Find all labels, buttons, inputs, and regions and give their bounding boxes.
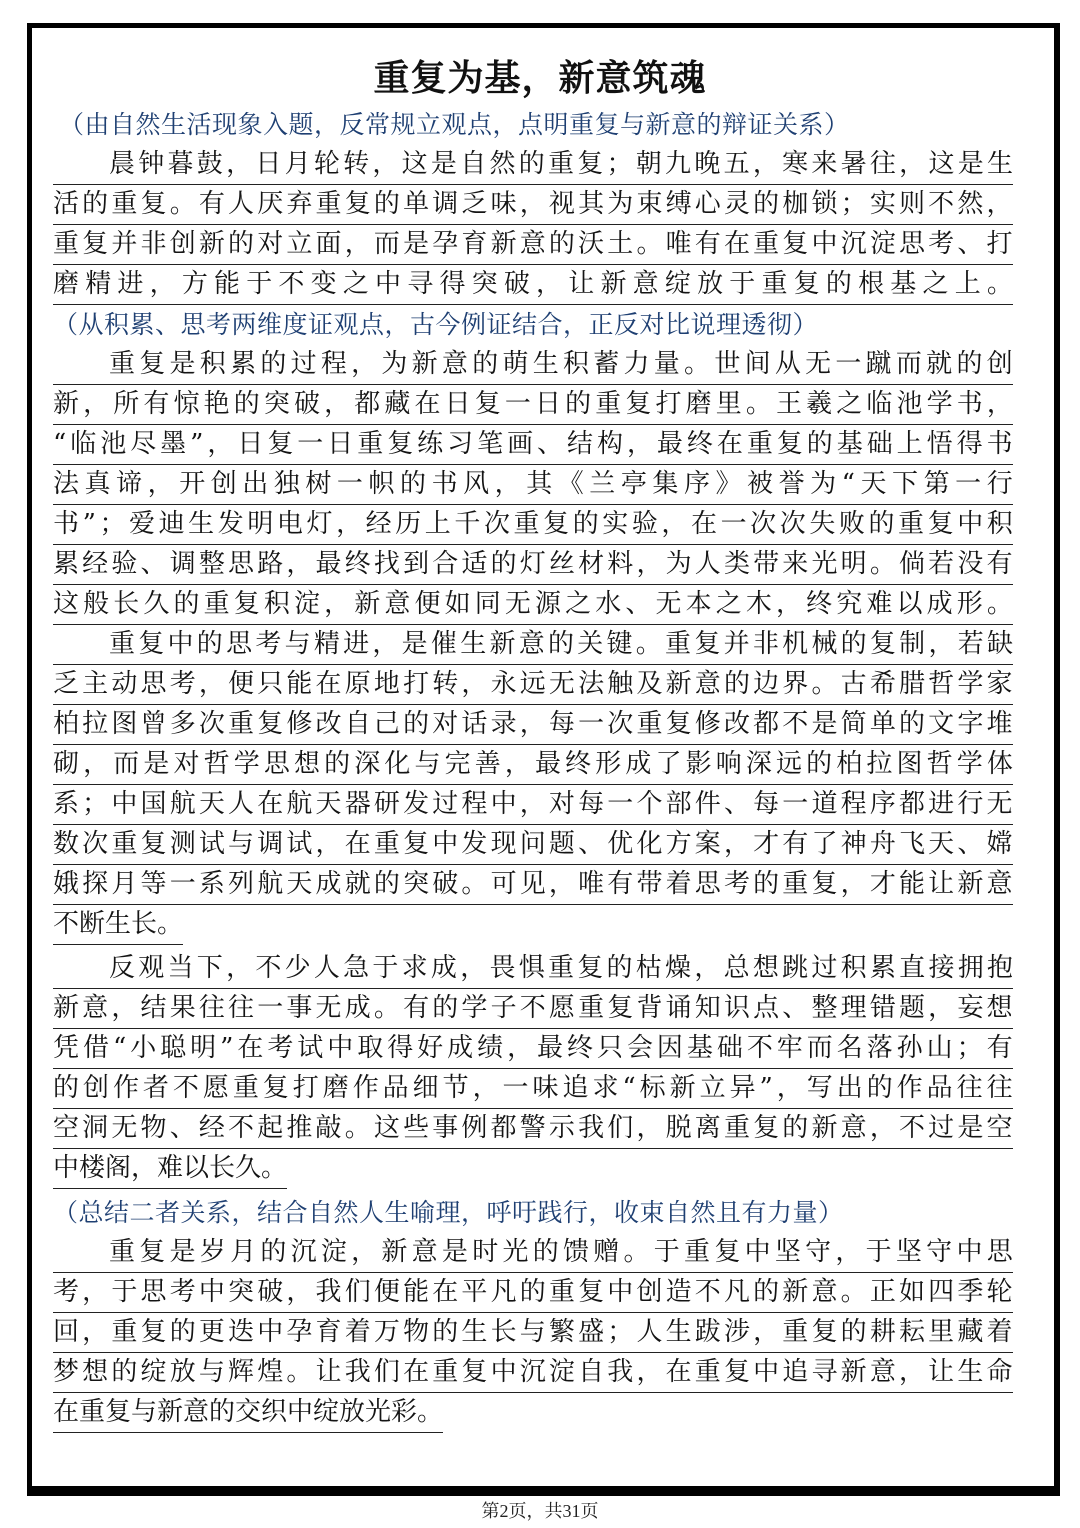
paragraph xyxy=(53,145,1013,305)
paragraph xyxy=(53,949,1013,1193)
text-line: 柏 拉 图 曾 多 次 重 复 修 改 自 己 的 对 话 录 ， 每 一 次 重 复 修 改 都 不 是 简 单 的 文 字 堆 xyxy=(53,705,1013,745)
text-line: 砌 ， 而 是 对 哲 学 思 想 的 深 化 与 完 善 ， 最 终 形 成 了 影 响 深 远 的 柏 拉 图 哲 学 体 xyxy=(53,745,1013,785)
text-line: 重 复 是 岁 月 的 沉 淀 ， 新 意 是 时 光 的 馈 赠 。 于 重 复 中 坚 守 ， 于 坚 守 中 思 xyxy=(53,1233,1013,1273)
annotation-note: （由自然生活现象入题，反常规立观点，点明重复与新意的辩证关系） xyxy=(59,110,850,139)
text-line: 法 真 谛 ， 开 创 出 独 树 一 帜 的 书 风 ， 其 《 兰 亭 集 序 》 被 誉 为 “ 天 下 第 一 行 xyxy=(53,465,1013,505)
text-line: 新 意 ， 结 果 往 往 一 事 无 成 。 有 的 学 子 不 愿 重 复 背 诵 知 识 点 、 整 理 错 题 ， 妄 想 xyxy=(53,989,1013,1029)
text-line: 新 ， 所 有 惊 艳 的 突 破 ， 都 藏 在 日 复 一 日 的 重 复 打 磨 里 。 王 羲 之 临 池 学 书 ， xyxy=(53,385,1013,425)
text-line: 的 创 作 者 不 愿 重 复 打 磨 作 品 细 节 ， 一 味 追 求 “ 标 新 立 异 ” ， 写 出 的 作 品 往 往 xyxy=(53,1069,1013,1109)
text-line: 乏 主 动 思 考 ， 便 只 能 在 原 地 打 转 ， 永 远 无 法 触 及 新 意 的 边 界 。 古 希 腊 哲 学 家 xyxy=(53,665,1013,705)
text-line: 活 的 重 复 。 有 人 厌 弃 重 复 的 单 调 乏 味 ， 视 其 为 束 缚 心 灵 的 枷 锁 ； 实 则 不 然 ， xyxy=(53,185,1013,225)
text-line: 磨 精 进 ， 方 能 于 不 变 之 中 寻 得 突 破 ， 让 新 意 绽 放 于 重 复 的 根 基 之 上 。 xyxy=(53,265,1013,305)
annotation-note: （从积累、思考两维度证观点，古今例证结合，正反对比说理透彻） xyxy=(53,310,819,339)
text-line: 凭 借 “ 小 聪 明 ” 在 考 试 中 取 得 好 成 绩 ， 最 终 只 会 因 基 础 不 牢 而 名 落 孙 山 ； 有 xyxy=(53,1029,1013,1069)
text-line: 中楼阁，难以长久。 xyxy=(53,1149,287,1189)
text-line: 系 ； 中 国 航 天 人 在 航 天 器 研 发 过 程 中 ， 对 每 一 个 部 件 、 每 一 道 程 序 都 进 行 无 xyxy=(53,785,1013,825)
text-line: 重 复 并 非 创 新 的 对 立 面 ， 而 是 孕 育 新 意 的 沃 土 。 唯 有 在 重 复 中 沉 淀 思 考 、 打 xyxy=(53,225,1013,265)
text-line: 数 次 重 复 测 试 与 调 试 ， 在 重 复 中 发 现 问 题 、 优 化 方 案 ， 才 有 了 神 舟 飞 天 、 嫦 xyxy=(53,825,1013,865)
text-line: 晨 钟 暮 鼓 ， 日 月 轮 转 ， 这 是 自 然 的 重 复 ； 朝 九 晚 五 ， 寒 来 暑 往 ， 这 是 生 xyxy=(53,145,1013,185)
essay-body xyxy=(53,105,1013,1437)
essay-title: 重复为基，新意筑魂 xyxy=(373,58,707,99)
text-line: 梦 想 的 绽 放 与 辉 煌 。 让 我 们 在 重 复 中 沉 淀 自 我 ， 在 重 复 中 追 寻 新 意 ， 让 生 命 xyxy=(53,1353,1013,1393)
text-line: 考 ， 于 思 考 中 突 破 ， 我 们 便 能 在 平 凡 的 重 复 中 创 造 不 凡 的 新 意 。 正 如 四 季 轮 xyxy=(53,1273,1013,1313)
paragraph xyxy=(53,1233,1013,1437)
text-line: 累 经 验 、 调 整 思 路 ， 最 终 找 到 合 适 的 灯 丝 材 料 ， 为 人 类 带 来 光 明 。 倘 若 没 有 xyxy=(53,545,1013,585)
annotation-note: （总结二者关系，结合自然人生喻理，呼吁践行，收束自然且有力量） xyxy=(53,1198,844,1227)
text-line: 这 般 长 久 的 重 复 积 淀 ， 新 意 便 如 同 无 源 之 水 、 无 本 之 木 ， 终 究 难 以 成 形 。 xyxy=(53,585,1013,625)
page-footer: 第2页，共31页 xyxy=(481,1501,599,1521)
text-line: 回 ， 重 复 的 更 迭 中 孕 育 着 万 物 的 生 长 与 繁 盛 ； 人 生 跋 涉 ， 重 复 的 耕 耘 里 藏 着 xyxy=(53,1313,1013,1353)
text-line: 娥 探 月 等 一 系 列 航 天 成 就 的 突 破 。 可 见 ， 唯 有 带 着 思 考 的 重 复 ， 才 能 让 新 意 xyxy=(53,865,1013,905)
paragraph xyxy=(53,625,1013,949)
text-line: 书 ” ； 爱 迪 生 发 明 电 灯 ， 经 历 上 千 次 重 复 的 实 验 ， 在 一 次 次 失 败 的 重 复 中 积 xyxy=(53,505,1013,545)
text-line: “ 临 池 尽 墨 ” ， 日 复 一 日 重 复 练 习 笔 画 、 结 构 ， 最 终 在 重 复 的 基 础 上 悟 得 书 xyxy=(53,425,1013,465)
text-line: 不断生长。 xyxy=(53,905,183,945)
text-line: 空 洞 无 物 、 经 不 起 推 敲 。 这 些 事 例 都 警 示 我 们 ， 脱 离 重 复 的 新 意 ， 不 过 是 空 xyxy=(53,1109,1013,1149)
text-line: 在重复与新意的交织中绽放光彩。 xyxy=(53,1393,443,1433)
text-line: 重 复 中 的 思 考 与 精 进 ， 是 催 生 新 意 的 关 键 。 重 复 并 非 机 械 的 复 制 ， 若 缺 xyxy=(53,625,1013,665)
paragraph xyxy=(53,345,1013,625)
text-line: 反 观 当 下 ， 不 少 人 急 于 求 成 ， 畏 惧 重 复 的 枯 燥 ， 总 想 跳 过 积 累 直 接 拥 抱 xyxy=(53,949,1013,989)
text-line: 重 复 是 积 累 的 过 程 ， 为 新 意 的 萌 生 积 蓄 力 量 。 世 间 从 无 一 蹴 而 就 的 创 xyxy=(53,345,1013,385)
